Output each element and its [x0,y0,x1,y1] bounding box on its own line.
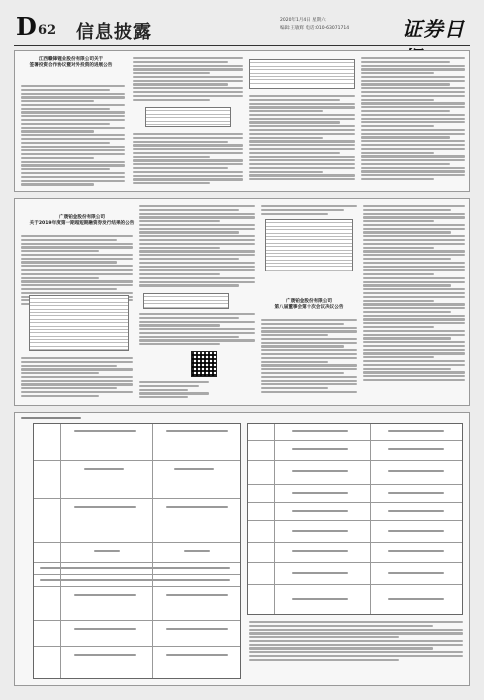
text-column-m2 [139,205,255,288]
bottom-section [14,412,470,686]
meta-date: 2020年1月4日 星期六 [280,18,326,23]
data-table [145,107,231,127]
announcement-title-middle-left: 广晟铂金股份有限公司 关于2019年度第一期超短期融资券发行结果的公告 [29,215,135,226]
text-column-m2c [139,381,209,400]
masthead [14,10,470,46]
data-table [143,293,229,309]
results-table [29,295,129,351]
text-column-m4 [363,205,465,383]
text-column-1 [21,85,125,187]
qr-code-image [191,351,217,377]
page-number: 62 [38,23,57,38]
text-column-2b [133,133,243,186]
data-table [265,219,353,271]
top-section [14,50,470,192]
text-column-4 [361,57,465,182]
text-column-m2b [139,313,255,347]
comparison-table-left [33,423,241,679]
meta-editor: 编辑:王敏辉 电话:010-63071714 [280,26,350,31]
data-table [249,59,355,89]
text-column-m3b [261,319,357,395]
text-column-3 [249,95,355,182]
bottom-right-text [249,621,463,663]
text-column-2 [133,57,243,102]
announcement-title-middle-right: 广晟铂金股份有限公司 第八届董事会第十次会议决议公告 [274,299,344,310]
text-column-m1b [21,357,133,399]
text-column-m3 [261,205,357,216]
newspaper-logo: 证券日 [402,17,465,41]
section-title: 信息披露 [76,22,152,43]
section-letter: D [16,12,37,41]
middle-section [14,198,470,406]
comparison-table-right [247,423,463,615]
bottom-intro [21,417,81,421]
masthead-meta [280,17,410,33]
announcement-title-top: 江西赣锋锂业股份有限公司关于 签署投资合作协议暨对外投资的进展公告 [29,57,113,68]
